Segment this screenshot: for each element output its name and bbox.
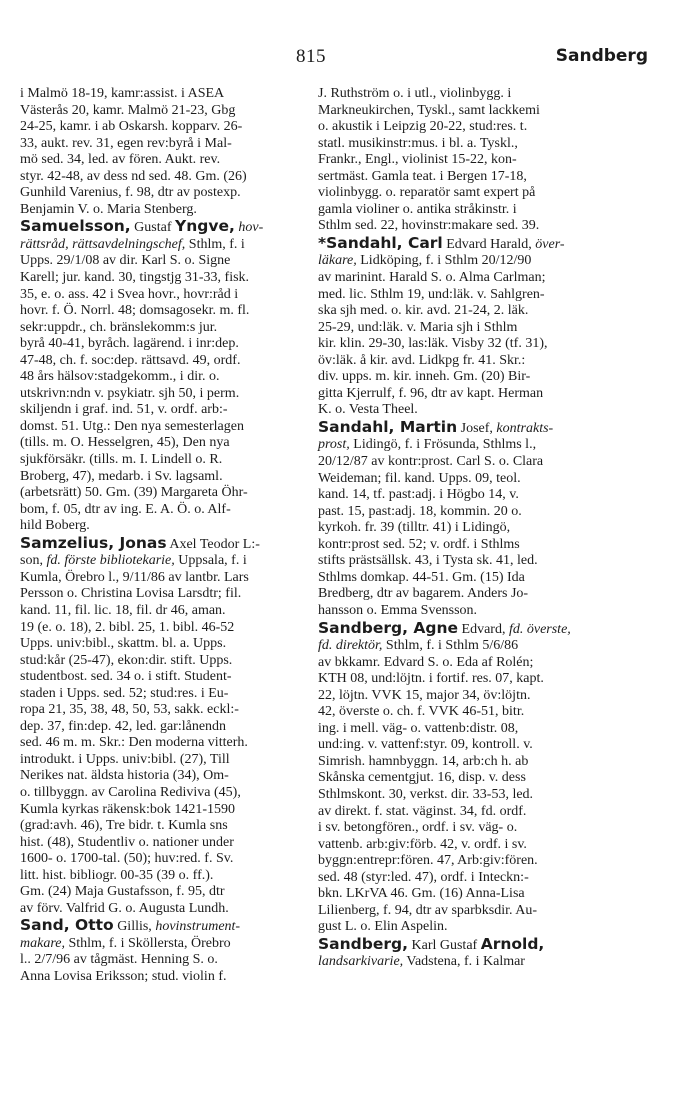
text-line: [20, 452, 309, 469]
entry-text: Sthlmskont. 30, verkst. dir. 33-53, led.: [318, 786, 534, 802]
entry-text: av förv. Valfrid G. o. Augusta Lundh.: [20, 900, 229, 916]
entry-text: son,: [20, 553, 47, 569]
text-line: [20, 586, 309, 603]
entry-text: kir. klin. 29-30, las:läk. Visby 32 (tf. 31),: [318, 336, 548, 352]
text-line: [318, 103, 607, 120]
entry-text: Vadstena, f. i Kalmar: [403, 954, 525, 970]
text-line: [318, 903, 607, 920]
text-line: [20, 669, 309, 686]
text-line: [20, 969, 309, 986]
text-line: [318, 620, 607, 639]
entry-text: Bredberg, dtr av bagarem. Anders Jo-: [318, 586, 529, 602]
entry-text: styr. 42-48, av dess nd sed. 48. Gm. (26): [20, 168, 247, 184]
text-line: [318, 603, 607, 620]
entry-text: (grad:avh. 46), Tre bidr. t. Kumla sns: [20, 818, 228, 834]
entry-text: Sthlm sed. 22, hovinstr:makare sed. 39.: [318, 218, 540, 234]
text-line: [318, 369, 607, 386]
entry-text: 35, e. o. ass. 42 i Svea hovr., hovr:råd i: [20, 286, 239, 302]
entry-text: stifts prästsällsk. 43, i Tysta sk. 41, led.: [318, 553, 538, 569]
entry-text: av direkt. f. stat. väginst. 34, fd. ordf.: [318, 803, 527, 819]
text-line: [318, 837, 607, 854]
entry-text: sed. 48 (styr:led. 47), ordf. i Inteckn:-: [318, 869, 529, 885]
entry-text: litt. hist. bibliogr. 00-35 (39 o. ff.).: [20, 867, 214, 883]
entry-text: kyrkoh. fr. 39 (tilltr. 41) i Lidingö,: [318, 520, 511, 536]
biography-entry: [318, 936, 607, 971]
entry-text: i Malmö 18-19, kamr:assist. i ASEA: [20, 86, 225, 101]
entry-text: Lidingö, f. i Frösunda, Sthlms l.,: [349, 437, 537, 453]
entry-name: Sandberg,: [318, 934, 408, 953]
entry-title: rättsråd, rättsavdelningschef,: [20, 236, 186, 252]
entry-text: Kumla, Örebro l., 9/11/86 av lantbr. Lars: [20, 569, 249, 585]
text-line: [20, 185, 309, 202]
entry-text: (tills. m. O. Hesselgren, 45), Den nya: [20, 435, 230, 451]
entry-name: Samuelsson,: [20, 217, 131, 236]
text-line: [20, 287, 309, 304]
entry-title: hov-: [238, 220, 264, 236]
entry-text: domst. 51. Utg.: Den nya semesterlagen: [20, 418, 244, 434]
text-line: [20, 719, 309, 736]
text-line: [20, 353, 309, 370]
entry-text: o. tillbyggn. av Carolina Rediviva (45),: [20, 784, 241, 800]
entry-text: o. akustik i Leipzig 20-22, stud:res. t.: [318, 119, 528, 135]
entry-text: und:ing. v. vattenf:styr. 09, kontroll. v.: [318, 737, 533, 753]
text-line: [318, 638, 607, 655]
text-line: [318, 870, 607, 887]
left-column: [20, 86, 309, 986]
entry-text: (arbetsrätt) 50. Gm. (39) Margareta Öhr-: [20, 485, 248, 501]
text-line: [318, 853, 607, 870]
entry-text: i sv. betongfören., ordf. i sv. väg- o.: [318, 820, 518, 836]
text-line: [20, 884, 309, 901]
text-line: [20, 702, 309, 719]
page-header: [0, 42, 680, 70]
text-line: [318, 586, 607, 603]
text-line: [318, 437, 607, 454]
entry-text: Skånska cementgjut. 16, disp. v. dess: [318, 770, 526, 786]
text-line: [20, 818, 309, 835]
text-line: [318, 454, 607, 471]
page-number: 815: [296, 46, 326, 67]
text-line: [318, 737, 607, 754]
text-line: [20, 653, 309, 670]
text-line: [20, 603, 309, 620]
entry-name: *Sandahl, Carl: [318, 233, 443, 252]
entry-text: Upps. univ:bibl., skattm. bl. a. Upps.: [20, 636, 227, 652]
biography-entry: [20, 535, 309, 918]
entry-text: l.. 2/7/96 av tågmäst. Henning S. o.: [20, 952, 218, 968]
text-line: [20, 237, 309, 254]
text-line: [20, 103, 309, 120]
text-line: [318, 787, 607, 804]
text-line: [318, 86, 607, 103]
text-line: [20, 169, 309, 186]
entry-text: gamla violiner o. antika stråkinstr. i: [318, 201, 517, 217]
entry-text: Frankr., Engl., violinist 15-22, kon-: [318, 152, 517, 168]
text-line: [20, 851, 309, 868]
text-line: [20, 917, 309, 936]
biography-entry: [20, 917, 309, 985]
entry-text: hansson o. Emma Svensson.: [318, 602, 478, 618]
text-line: [20, 936, 309, 953]
text-line: [318, 919, 607, 936]
text-line: [20, 802, 309, 819]
text-line: [318, 169, 607, 186]
entry-text: 1600- o. 1700-tal. (50); huv:red. f. Sv.: [20, 851, 234, 867]
text-line: [20, 336, 309, 353]
entry-text: sed. 46 m. m. Skr.: Den moderna vitterh.: [20, 735, 248, 751]
entry-text: Weideman; fil. kand. Upps. 09, teol.: [318, 470, 521, 486]
text-line: [20, 570, 309, 587]
entry-text: Gm. (24) Maja Gustafsson, f. 95, dtr: [20, 884, 225, 900]
entry-text: av bkkamr. Edvard S. o. Eda af Rolén;: [318, 654, 534, 670]
text-line: [20, 686, 309, 703]
entry-text: Josef,: [457, 420, 497, 436]
entry-text: skiljendn i graf. ind. 51, v. ordf. arb:-: [20, 402, 228, 418]
entry-text: Nerikes nat. äldsta historia (34), Om-: [20, 768, 229, 784]
entry-text: sjukförsäkr. (tills. m. I. Lindell o. R.: [20, 452, 223, 468]
entry-text: hist. (48), Studentliv o. nationer under: [20, 834, 234, 850]
text-line: [318, 570, 607, 587]
text-line: [318, 253, 607, 270]
entry-text: Markneukirchen, Tyskl., samt lackkemi: [318, 102, 540, 118]
entry-text: K. o. Vesta Theel.: [318, 402, 418, 418]
text-line: [20, 620, 309, 637]
text-line: [318, 520, 607, 537]
text-line: [20, 218, 309, 237]
entry-text: kontr:prost sed. 52; v. ordf. i Sthlms: [318, 536, 520, 552]
entry-text: 24-25, kamr. i ab Oskarsh. kopparv. 26-: [20, 119, 243, 135]
entry-title: prost,: [318, 437, 350, 453]
entry-text: ing. i mell. väg- o. vattenb:distr. 08,: [318, 720, 519, 736]
text-line: [318, 936, 607, 955]
right-column: [318, 86, 607, 971]
text-line: [20, 785, 309, 802]
text-line: [318, 136, 607, 153]
text-line: [318, 804, 607, 821]
text-line: [318, 152, 607, 169]
entry-text: hild Boberg.: [20, 518, 90, 534]
running-head: Sandberg: [555, 46, 648, 66]
entry-title: läkare,: [318, 253, 357, 269]
entry-name: Sand, Otto: [20, 916, 114, 935]
entry-text: 47-48, ch. f. soc:dep. rättsavd. 49, ordf.: [20, 352, 241, 368]
entry-text: Broberg, 47), medarb. i Sv. lagsaml.: [20, 468, 223, 484]
text-line: [20, 419, 309, 436]
text-line: [318, 353, 607, 370]
text-line: [318, 320, 607, 337]
biography-entry: [318, 620, 607, 936]
entry-text: ska sjh med. o. kir. avd. 21-24, 2. läk.: [318, 303, 529, 319]
entry-title: fd. överste,: [508, 621, 571, 637]
biography-entry: [318, 419, 607, 620]
entry-text: Lilienberg, f. 94, dtr av sparbksdir. Au-: [318, 902, 538, 918]
text-line: [318, 386, 607, 403]
text-line: [318, 336, 607, 353]
text-line: [318, 471, 607, 488]
text-line: [318, 119, 607, 136]
entry-text: statl. musikinstr:mus. i bl. a. Tyskl.,: [318, 135, 518, 151]
entry-name: Sandahl, Martin: [318, 417, 458, 436]
text-line: [20, 768, 309, 785]
text-line: [318, 721, 607, 738]
text-line: [318, 218, 607, 235]
entry-text: kand. 11, fil. lic. 18, fil. dr 46, aman.: [20, 602, 226, 618]
entry-text: Sthlm, f. i Sthlm 5/6/86: [382, 638, 519, 654]
biography-entry: [318, 235, 607, 419]
entry-name: Samzelius, Jonas: [20, 533, 167, 552]
text-line: [20, 518, 309, 535]
entry-text: Axel Teodor L:-: [166, 536, 260, 552]
entry-text: med. lic. Sthlm 19, und:läk. v. Sahlgren-: [318, 286, 545, 302]
text-line: [20, 901, 309, 918]
text-line: [318, 754, 607, 771]
entry-title: kontrakts-: [496, 420, 554, 436]
entry-text: vattenb. arb:giv:förb. 42, v. ordf. i sv.: [318, 836, 527, 852]
text-line: [318, 303, 607, 320]
entry-text: 19 (e. o. 18), 2. bibl. 25, 1. bibl. 46-52: [20, 619, 235, 635]
entry-text: sekr:uppdr., ch. bränslekomm:s jur.: [20, 319, 218, 335]
entry-text: byrå 40-41, byråch. lagärend. i inr:dep.: [20, 336, 239, 352]
text-line: [318, 202, 607, 219]
text-line: [20, 469, 309, 486]
text-line: [318, 537, 607, 554]
entry-text: bkn. LKrVA 46. Gm. (16) Anna-Lisa: [318, 886, 525, 902]
entry-text: Gunhild Varenius, f. 98, dtr av postexp.: [20, 185, 241, 201]
entry-text: hovr. f. Ö. Norrl. 48; domsagosekr. m. fl.: [20, 303, 250, 319]
entry-text: gust L. o. Elin Aspelin.: [318, 919, 448, 935]
entry-text: öv:läk. å kir. avd. Lidkpg fr. 41. Skr.:: [318, 352, 526, 368]
entry-text: 22, löjtn. VVK 15, major 34, öv:löjtn.: [318, 687, 531, 703]
text-line: [20, 636, 309, 653]
entry-text: KTH 08, und:löjtn. i fortif. res. 07, kapt.: [318, 671, 544, 687]
entry-text: Sthlm, f. i Sköllersta, Örebro: [64, 935, 231, 951]
entry-text: Karell; jur. kand. 30, tingstjg 31-33, fisk.: [20, 270, 250, 286]
text-line: [318, 402, 607, 419]
text-line: [20, 435, 309, 452]
text-line: [318, 270, 607, 287]
text-line: [20, 386, 309, 403]
entry-text: introdukt. i Upps. univ:bibl. (27), Till: [20, 751, 230, 767]
text-line: [20, 835, 309, 852]
entry-text: Edvard,: [458, 621, 509, 637]
entry-text: Sthlms domkap. 44-51. Gm. (15) Ida: [318, 569, 525, 585]
text-line: [318, 820, 607, 837]
biography-entry: [318, 86, 607, 235]
entry-title: landsarkivarie,: [318, 954, 404, 970]
text-line: [20, 952, 309, 969]
text-line: [20, 119, 309, 136]
text-line: [20, 553, 309, 570]
text-line: [318, 671, 607, 688]
entry-name: Yngve,: [175, 217, 235, 236]
entry-text: utskrivn:ndn v. psykiatr. sjh 50, i perm.: [20, 385, 240, 401]
text-line: [318, 655, 607, 672]
text-line: [20, 402, 309, 419]
text-line: [20, 320, 309, 337]
text-line: [318, 504, 607, 521]
entry-title: hovinstrument-: [155, 919, 241, 935]
entry-text: bom, f. 05, dtr av ing. E. A. Ö. o. Alf-: [20, 501, 231, 517]
text-line: [20, 485, 309, 502]
entry-text: 33, aukt. rev. 31, egen rev:byrå i Mal-: [20, 135, 232, 151]
entry-name: Sandberg, Agne: [318, 618, 459, 637]
text-line: [318, 553, 607, 570]
entry-text: 25-29, und:läk. v. Maria sjh i Sthlm: [318, 319, 518, 335]
text-line: [318, 235, 607, 254]
entry-text: studentbost. sed. 34 o. i stift. Student-: [20, 669, 232, 685]
entry-name: Arnold,: [480, 934, 545, 953]
entry-text: dep. 37, fin:dep. 42, led. gar:lånendn: [20, 718, 227, 734]
text-line: [318, 287, 607, 304]
text-line: [20, 152, 309, 169]
entry-text: Västerås 20, kamr. Malmö 21-23, Gbg: [20, 102, 236, 118]
text-line: [20, 303, 309, 320]
text-line: [318, 886, 607, 903]
entry-text: div. upps. m. kir. inneh. Gm. (20) Bir-: [318, 369, 531, 385]
entry-text: Karl Gustaf: [408, 937, 481, 953]
entry-text: Gillis,: [113, 919, 156, 935]
entry-text: 48 års hälsov:stadgekomm., i dir. o.: [20, 369, 220, 385]
entry-text: Kumla kyrkas räkensk:bok 1421-1590: [20, 801, 236, 817]
entry-text: Sthlm, f. i: [185, 236, 245, 252]
entry-title: över-: [535, 236, 565, 252]
entry-text: av marinint. Harald S. o. Alma Carlman;: [318, 270, 546, 286]
text-line: [318, 954, 607, 971]
entry-text: sertmäst. Gamla teat. i Bergen 17-18,: [318, 168, 527, 184]
text-line: [20, 136, 309, 153]
text-line: [20, 752, 309, 769]
entry-text: 42, överste o. ch. f. VVK 46-51, bitr.: [318, 704, 525, 720]
entry-text: Upps. 29/1/08 av dir. Karl S. o. Signe: [20, 253, 231, 269]
entry-text: staden i Upps. sed. 52; stud:res. i Eu-: [20, 685, 229, 701]
entry-text: Edvard Harald,: [442, 236, 536, 252]
entry-text: gitta Kjerrulf, f. 96, dtr av kapt. Herman: [318, 385, 544, 401]
entry-text: Uppsala, f. i: [174, 553, 247, 569]
text-line: [20, 735, 309, 752]
entry-title: fd. förste bibliotekarie,: [46, 553, 175, 569]
text-line: [20, 270, 309, 287]
text-line: [318, 770, 607, 787]
biography-entry: [20, 218, 309, 534]
entry-text: ropa 21, 35, 38, 48, 50, 53, sakk. eckl:-: [20, 702, 239, 718]
text-line: [20, 369, 309, 386]
text-line: [318, 419, 607, 438]
biography-entry: [20, 86, 309, 218]
text-line: [318, 487, 607, 504]
entry-text: 20/12/87 av kontr:prost. Carl S. o. Clara: [318, 454, 544, 470]
text-line: [318, 185, 607, 202]
entry-text: kand. 14, tf. past:adj. i Högbo 14, v.: [318, 487, 519, 503]
entry-title: makare,: [20, 935, 65, 951]
entry-text: stud:kår (25-47), ekon:dir. stift. Upps.: [20, 652, 233, 668]
entry-text: Benjamin V. o. Maria Stenberg.: [20, 201, 197, 217]
entry-text: Lidköping, f. i Sthlm 20/12/90: [356, 253, 532, 269]
entry-text: mö sed. 34, led. av fören. Aukt. rev.: [20, 152, 221, 168]
entry-text: J. Ruthström o. i utl., violinbygg. i: [318, 86, 512, 101]
text-line: [20, 253, 309, 270]
entry-text: past. 15, past:adj. 18, kommin. 20 o.: [318, 503, 522, 519]
text-line: [20, 502, 309, 519]
entry-text: byggn:entrepr:fören. 47, Arb:giv:fören.: [318, 853, 538, 869]
entry-text: Persson o. Christina Lovisa Larsdtr; fil.: [20, 586, 242, 602]
entry-text: Anna Lovisa Eriksson; stud. violin f.: [20, 968, 227, 984]
text-line: [20, 535, 309, 554]
text-line: [318, 688, 607, 705]
text-line: [20, 868, 309, 885]
entry-text: Simrish. hamnbyggn. 14, arb:ch h. ab: [318, 753, 529, 769]
entry-title: fd. direktör,: [318, 638, 383, 654]
entry-text: Gustaf: [130, 220, 175, 236]
text-line: [318, 704, 607, 721]
text-line: [20, 86, 309, 103]
text-line: [20, 202, 309, 219]
entry-text: violinbygg. o. reparatör samt expert på: [318, 185, 536, 201]
